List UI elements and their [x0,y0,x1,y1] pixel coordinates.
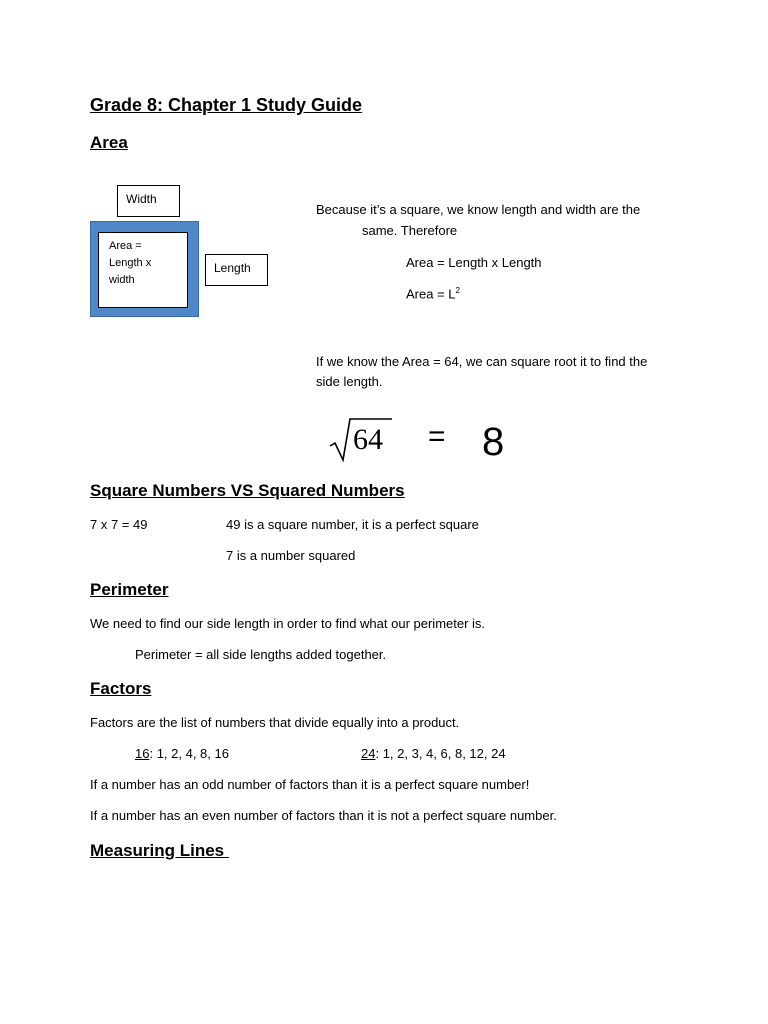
area-formula-squared [406,286,460,301]
square-equation: 7 x 7 = 49 [90,517,148,532]
square-root-explanation: If we know the Area = 64, we can square root it to find the [316,354,648,369]
even-factors-rule: If a number has an even number of factors than it is not a perfect square number. [90,808,557,823]
equals-sign: = [428,420,446,453]
measuring-lines-heading: Measuring Lines [90,841,229,860]
length-label-box [205,254,268,286]
perimeter-heading: Perimeter [90,580,169,599]
radicand: 64 [353,423,383,456]
number-squared-note: 7 is a number squared [226,548,356,563]
perimeter-formula: Perimeter = all side lengths added together. [135,647,387,662]
number-24: 24 [361,746,376,761]
area-formula: Area = Length x Length [406,255,542,270]
square-root-result: 8 [482,420,505,464]
factors-of-24 [361,746,506,761]
formula-base: Area = L [406,286,456,302]
area-explanation: Because it’s a square, we know length and width are the [316,202,641,217]
area-explanation: same. Therefore [362,223,458,238]
factors-of-16 [135,746,229,761]
number-16: 16 [135,746,150,761]
square-number-note: 49 is a square number, it is a perfect square [226,517,479,532]
formula-exponent: 2 [455,286,460,295]
area-formula-line: Length x [109,257,152,269]
area-heading: Area [90,133,128,152]
factors-heading: Factors [90,679,152,698]
area-formula-box [98,232,188,308]
perimeter-text: We need to find our side length in order to find what our perimeter is. [90,616,486,631]
length-label: Length [214,261,251,275]
factor-list-24: : 1, 2, 3, 4, 6, 8, 12, 24 [375,746,506,761]
odd-factors-rule: If a number has an odd number of factors than it is a perfect square number! [90,777,530,792]
factor-list-16: : 1, 2, 4, 8, 16 [149,746,229,761]
area-formula-line: Area = [109,240,142,252]
width-label-box [117,185,180,217]
square-root-explanation: side length. [316,374,383,389]
factors-definition: Factors are the list of numbers that divide equally into a product. [90,715,460,730]
area-formula-line: width [109,274,135,286]
width-label: Width [126,192,157,206]
square-numbers-heading: Square Numbers VS Squared Numbers [90,481,405,500]
page-title: Grade 8: Chapter 1 Study Guide [90,95,363,115]
